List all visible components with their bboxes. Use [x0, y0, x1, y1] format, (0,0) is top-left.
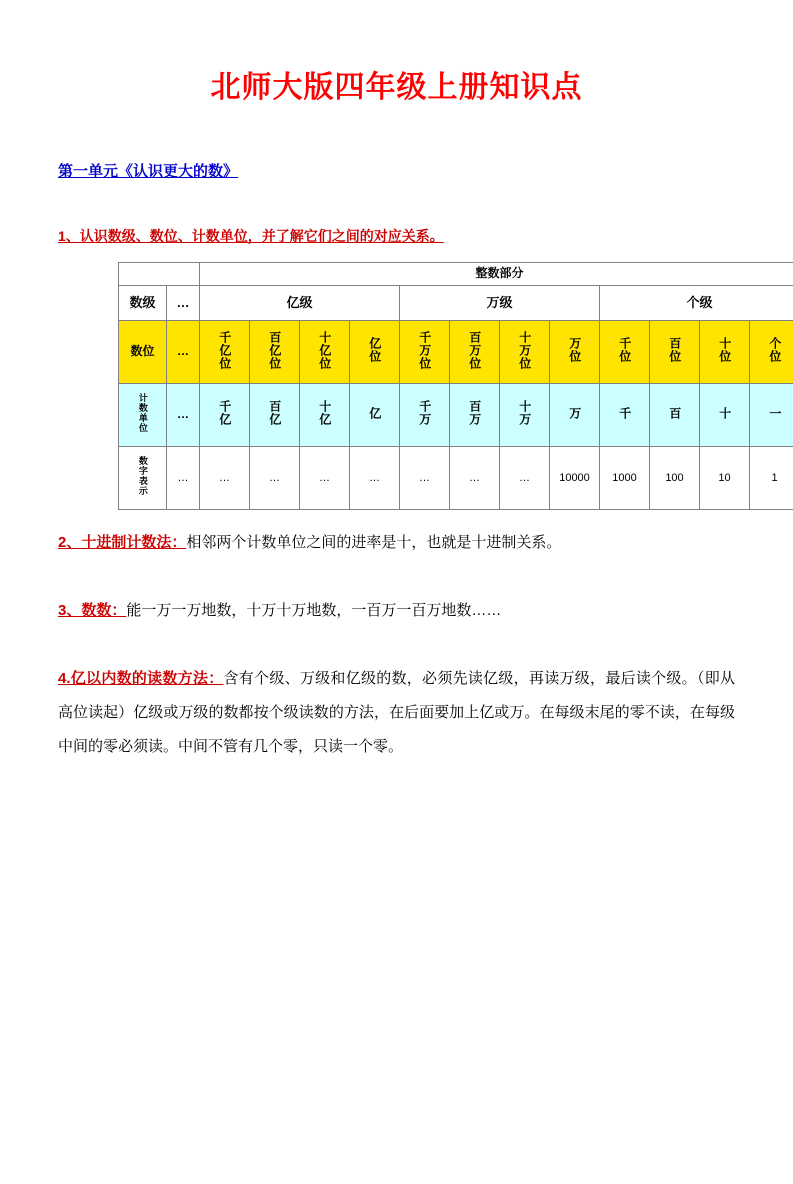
numeric-cell: 1000 — [600, 447, 650, 510]
digit-cell: 十位 — [700, 321, 750, 384]
unit-cell: 千万 — [400, 384, 450, 447]
section-lead-2: 2、十进制计数法： — [58, 534, 186, 551]
unit-cell: 十万 — [500, 384, 550, 447]
digit-cell: 十亿位 — [300, 321, 350, 384]
digit-cell: 千亿位 — [200, 321, 250, 384]
unit-cell: 万 — [550, 384, 600, 447]
table-row — [119, 321, 793, 384]
unit-heading: 第一单元《认识更大的数》 — [58, 160, 238, 181]
digit-cell: 百位 — [650, 321, 700, 384]
row-label-unit: 计数单位 — [119, 384, 167, 447]
unit-cell: 百亿 — [250, 384, 300, 447]
numeric-cell: … — [250, 447, 300, 510]
section-heading-1: 1、认识数级、数位、计数单位，并了解它们之间的对应关系。 — [58, 226, 444, 246]
section-lead-3: 3、数数： — [58, 602, 126, 619]
unit-cell: 十亿 — [300, 384, 350, 447]
unit-cell: 百 — [650, 384, 700, 447]
dots-cell: … — [167, 447, 200, 510]
dots-cell: … — [167, 384, 200, 447]
group-yi: 亿级 — [200, 286, 400, 321]
digit-cell: 个位 — [750, 321, 793, 384]
numeric-cell: … — [200, 447, 250, 510]
table-corner-cell — [119, 263, 200, 286]
row-label-digit: 数位 — [119, 321, 167, 384]
numeric-cell: 100 — [650, 447, 700, 510]
numeric-cell: … — [500, 447, 550, 510]
digit-cell: 百亿位 — [250, 321, 300, 384]
digit-cell: 万位 — [550, 321, 600, 384]
numeric-cell: 10000 — [550, 447, 600, 510]
numeric-cell: 10 — [700, 447, 750, 510]
section-body-4: 含有个级、万级和亿级的数，必须先读亿级，再读万级，最后读个级。（即从高位读起）亿级或万级的数都按个级读数的方法，在后面要加上亿或万。在每级末尾的零不读，在每级中间的零必须读。中间不管有几个零，只读一个零。 — [58, 670, 735, 755]
digit-cell: 百万位 — [450, 321, 500, 384]
group-wan: 万级 — [400, 286, 600, 321]
table-row — [119, 263, 793, 286]
numeric-cell: 1 — [750, 447, 793, 510]
dots-cell: … — [167, 321, 200, 384]
numeric-cell: … — [300, 447, 350, 510]
digit-cell: 十万位 — [500, 321, 550, 384]
numeric-cell: … — [400, 447, 450, 510]
numeric-cell: … — [350, 447, 400, 510]
unit-cell: 亿 — [350, 384, 400, 447]
unit-cell: 百万 — [450, 384, 500, 447]
unit-cell: 一 — [750, 384, 793, 447]
unit-heading-wrap — [58, 106, 735, 181]
section-paragraph-2 — [58, 526, 735, 560]
section1-heading-wrap — [58, 181, 735, 246]
table-row — [119, 384, 793, 447]
digit-cell: 千万位 — [400, 321, 450, 384]
section-body-2: 相邻两个计数单位之间的进率是十，也就是十进制关系。 — [186, 534, 561, 551]
section-body-3: 能一万一万地数，十万十万地数，一百万一百万地数…… — [126, 602, 501, 619]
numeric-cell: … — [450, 447, 500, 510]
digit-cell: 千位 — [600, 321, 650, 384]
section-lead-4: 4.亿以内数的读数方法： — [58, 670, 224, 687]
row-label-grade: 数级 — [119, 286, 167, 321]
group-ge: 个级 — [600, 286, 793, 321]
unit-cell: 千 — [600, 384, 650, 447]
document-page — [0, 62, 793, 1184]
digit-cell: 亿位 — [350, 321, 400, 384]
unit-cell: 十 — [700, 384, 750, 447]
dots-cell: … — [167, 286, 200, 321]
unit-cell: 千亿 — [200, 384, 250, 447]
table-row — [119, 286, 793, 321]
table-top-header: 整数部分 — [200, 263, 793, 286]
section-paragraph-3 — [58, 594, 735, 628]
page-title: 北师大版四年级上册知识点 — [58, 62, 735, 106]
row-label-numeric: 数字表示 — [119, 447, 167, 510]
place-value-table — [118, 262, 793, 510]
section-paragraph-4 — [58, 662, 735, 764]
table-row — [119, 447, 793, 510]
